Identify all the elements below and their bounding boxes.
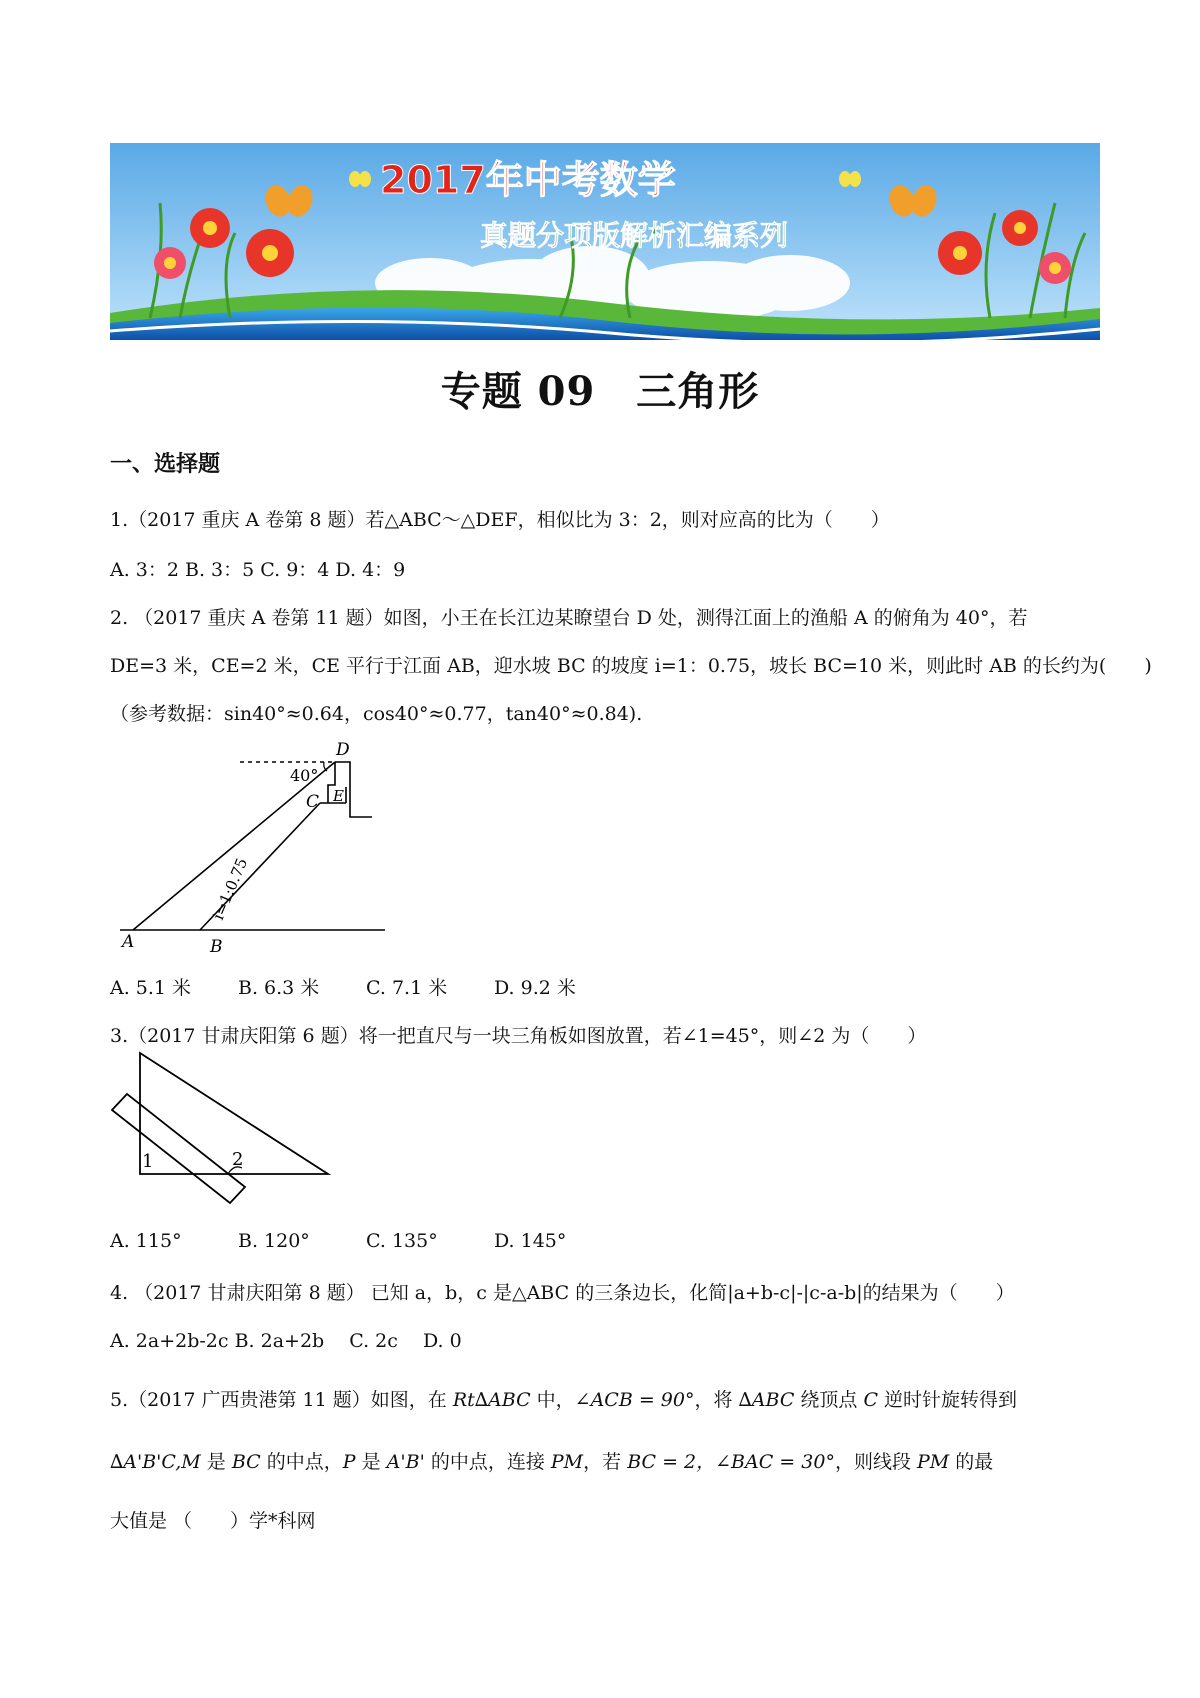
q5-text: 的中点，连接: [424, 1451, 551, 1473]
q5-math: A'B': [386, 1451, 425, 1473]
question-3-options: [110, 1230, 566, 1252]
q5-math: BC = 2，∠BAC = 30°: [627, 1451, 835, 1473]
q5-text: ，则线段: [834, 1451, 917, 1473]
label-angle-40: 40°: [290, 766, 319, 785]
ruler: [112, 1094, 245, 1203]
label-angle-1: 1: [142, 1151, 154, 1172]
section-heading: 一、选择题: [110, 452, 221, 477]
question-2-figure: [110, 735, 390, 955]
q3-option-d: D. 145°: [494, 1230, 567, 1252]
label-slope: i=1:0.75: [209, 855, 252, 923]
q5-math: ∆A'B'C,M: [110, 1451, 201, 1473]
q3-option-a: A. 115°: [110, 1230, 182, 1252]
q5-text: 是: [200, 1451, 232, 1473]
question-2-line-2: DE=3 米，CE=2 米，CE 平行于江面 AB，迎水坡 BC 的坡度 i=1：0.75，坡长 BC=10 米，则此时 AB 的长约为( ): [110, 655, 1152, 677]
question-1-stem: 1.（2017 重庆 A 卷第 8 题）若△ABC～△DEF，相似比为 3：2，则对应高的比为（ ）: [110, 509, 890, 531]
q5-text: 绕顶点: [794, 1389, 864, 1411]
q5-math: BC: [231, 1451, 261, 1473]
q5-text: 中，: [530, 1389, 575, 1411]
label-c: C: [306, 792, 320, 812]
q5-math: Rt∆ABC: [452, 1389, 531, 1411]
banner-title: 2017年中考数学: [380, 158, 676, 202]
label-angle-2: 2: [232, 1149, 244, 1170]
banner-subtitle: 真题分项版解析汇编系列: [480, 219, 789, 252]
banner-illustration: [110, 143, 1100, 340]
question-5-line-2: [110, 1447, 993, 1474]
q5-text: 的最: [949, 1451, 994, 1473]
question-3-figure: [110, 1050, 350, 1210]
q5-text: 逆时针旋转得到: [878, 1389, 1018, 1411]
q5-text: 的中点，: [260, 1451, 343, 1473]
question-2-line-1: 2. （2017 重庆 A 卷第 11 题）如图，小王在长江边某瞭望台 D 处，测得江面上的渔船 A 的俯角为 40°，若: [110, 607, 1028, 629]
question-4-options: A. 2a+2b-2c B. 2a+2b C. 2c D. 0: [110, 1330, 462, 1352]
question-4-stem: 4. （2017 甘肃庆阳第 8 题） 已知 a，b，c 是△ABC 的三条边长，化简|a+b-c|-|c-a-b|的结果为（ ）: [110, 1282, 1015, 1304]
document-title: 专题 09 三角形: [440, 368, 760, 415]
label-e: E: [333, 787, 344, 805]
label-d: D: [336, 740, 350, 760]
q2-option-b: B. 6.3 米: [238, 977, 320, 999]
q2-option-d: D. 9.2 米: [494, 977, 576, 999]
q5-text: 是: [355, 1451, 387, 1473]
sightline-da: [133, 762, 335, 930]
q2-option-a: A. 5.1 米: [110, 977, 192, 999]
q3-option-b: B. 120°: [238, 1230, 310, 1252]
q5-math: PM: [550, 1451, 584, 1473]
q3-option-c: C. 135°: [366, 1230, 438, 1252]
header-banner: [110, 143, 1100, 340]
q5-math: C: [863, 1389, 879, 1411]
q2-option-c: C. 7.1 米: [366, 977, 448, 999]
label-a: A: [122, 932, 135, 952]
question-2-line-3: （参考数据：sin40°≈0.64，cos40°≈0.77，tan40°≈0.84).: [110, 703, 643, 725]
question-5-line-1: [110, 1385, 1017, 1412]
label-b: B: [210, 937, 223, 955]
question-5-line-3: 大值是 （ ）学*科网: [110, 1510, 316, 1532]
q5-text: ，将: [694, 1389, 739, 1411]
question-2-options: [110, 973, 576, 1000]
q5-text: ，若: [583, 1451, 628, 1473]
q5-math: ∠ACB = 90°: [574, 1389, 695, 1411]
q5-text: 5.（2017 广西贵港第 11 题）如图，在: [110, 1389, 453, 1411]
question-3-stem: 3.（2017 甘肃庆阳第 6 题）将一把直尺与一块三角板如图放置，若∠1=45°，则∠2 为（ ）: [110, 1025, 927, 1047]
question-1-options: A. 3：2 B. 3：5 C. 9：4 D. 4：9: [110, 559, 406, 581]
q5-math: P: [342, 1451, 356, 1473]
q5-math: ∆ABC: [738, 1389, 795, 1411]
q5-math: PM: [917, 1451, 950, 1473]
